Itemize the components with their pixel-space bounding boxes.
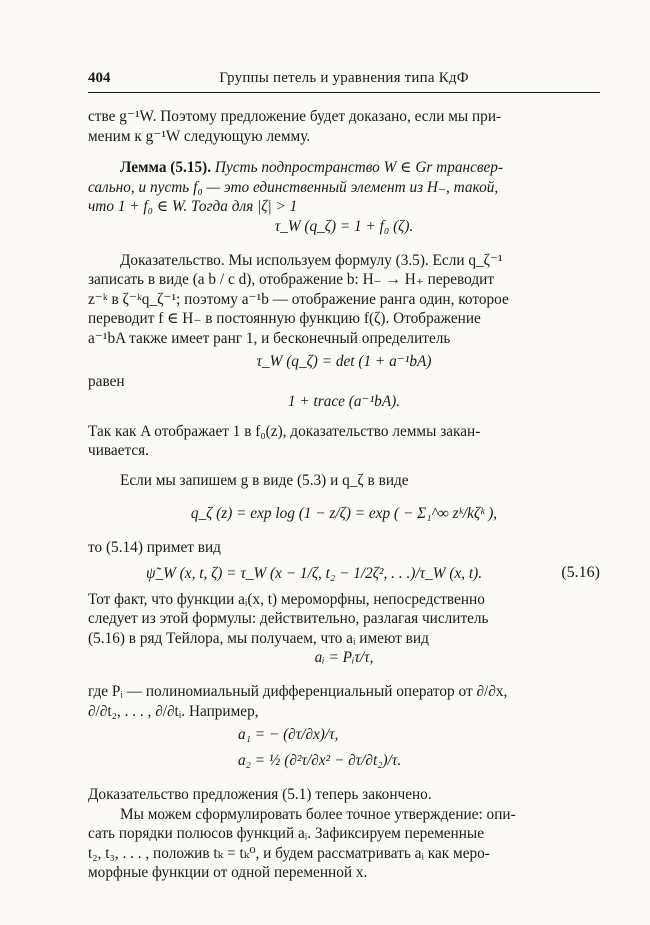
text-line: t₂, t₃, . . . , положив tₖ = tₖ⁰, и будем рассматривать aᵢ как меро- <box>88 844 490 862</box>
equation-ai: aᵢ = Pᵢτ/τ, <box>314 649 374 666</box>
text-line: Тот факт, что функции aᵢ(x, t) мероморфны, непосредственно <box>88 590 485 608</box>
equation-a1: a₁ = − (∂τ/∂x)/τ, <box>238 726 339 743</box>
book-page <box>88 68 600 883</box>
text-line: то (5.14) примет вид <box>88 539 221 556</box>
proof-line: z⁻ᵏ в ζ⁻ᵏq_ζ⁻¹; поэтому a⁻¹b — отображение ранга один, которое <box>88 290 509 308</box>
text-line: следует из этой формулы: действительно, разлагая числитель <box>88 610 489 627</box>
equation-psi: ψ̃_W (x, t, ζ) = τ_W (x − 1/ζ, t₂ − 1/2ζ², . . .)/τ_W (x, t). <box>145 564 483 582</box>
equation-trace: 1 + trace (a⁻¹bA). <box>287 392 401 410</box>
text-line: ∂/∂t₂, . . . , ∂/∂tᵢ. Например, <box>88 702 259 720</box>
lemma-statement-line: что 1 + f₀ ∈ W. Тогда для |ζ| > 1 <box>88 198 298 215</box>
text-line: сать порядки полюсов функций aᵢ. Зафиксируем переменные <box>88 825 484 842</box>
text-line: стве g⁻¹W. Поэтому предложение будет доказано, если мы при- <box>88 108 502 125</box>
text-line: (5.16) в ряд Тейлора, мы получаем, что aᵢ имеют вид <box>88 629 429 647</box>
equation-a2: a₂ = ½ (∂²τ/∂x² − ∂τ/∂t₂)/τ. <box>238 752 402 769</box>
text-line: Доказательство предложения (5.1) теперь закончено. <box>88 786 432 803</box>
lemma-statement-line: сально, и пусть f₀ — это единственный элемент из H₋, такой, <box>88 178 499 196</box>
equation-determinant: τ_W (q_ζ) = det (1 + a⁻¹bA) <box>256 353 432 370</box>
equation-lemma: τ_W (q_ζ) = 1 + f₀ (ζ). <box>274 217 414 235</box>
proof-line: Доказательство. Мы используем формулу (3.5). Если q_ζ⁻¹ <box>120 251 503 269</box>
equation-number: (5.16) <box>561 563 600 581</box>
lemma-statement-line <box>88 158 600 178</box>
text-line: морфные функции от одной переменной x. <box>88 864 368 881</box>
equation-qzeta: q_ζ (z) = exp log (1 − z/ζ) = exp ( − Σ₁^∞ zᵏ/kζᵏ ), <box>190 505 498 522</box>
page-number: 404 <box>88 70 111 86</box>
page-header <box>88 68 600 93</box>
lemma-heading: Лемма (5.15). <box>120 159 212 176</box>
text-line: Так как A отображает 1 в f₀(z), доказательство леммы закан- <box>88 422 481 440</box>
text-line: Мы можем сформулировать более точное утверждение: опи- <box>120 805 516 823</box>
text-line: равен <box>88 373 125 390</box>
proof-line: a⁻¹bA также имеет ранг 1, и бесконечный определитель <box>88 329 451 347</box>
text-line: где Pᵢ — полиномиальный дифференциальный оператор от ∂/∂x, <box>88 683 508 700</box>
proof-line: записать в виде (a b / c d), отображение b: H₋ → H₊ переводит <box>88 271 495 288</box>
lemma-text: Пусть подпространство W ∈ Gr трансвер- <box>214 159 504 176</box>
equation-row-5-16 <box>88 564 600 584</box>
text-line: чивается. <box>88 442 150 459</box>
text-line: меним к g⁻¹W следующую лемму. <box>88 127 311 145</box>
proof-line: переводит f ∈ H₋ в постоянную функцию f(ζ). Отображение <box>88 310 481 327</box>
text-line: Если мы запишем g в виде (5.3) и q_ζ в виде <box>120 471 409 489</box>
running-title: Группы петель и уравнения типа КдФ <box>219 70 469 86</box>
